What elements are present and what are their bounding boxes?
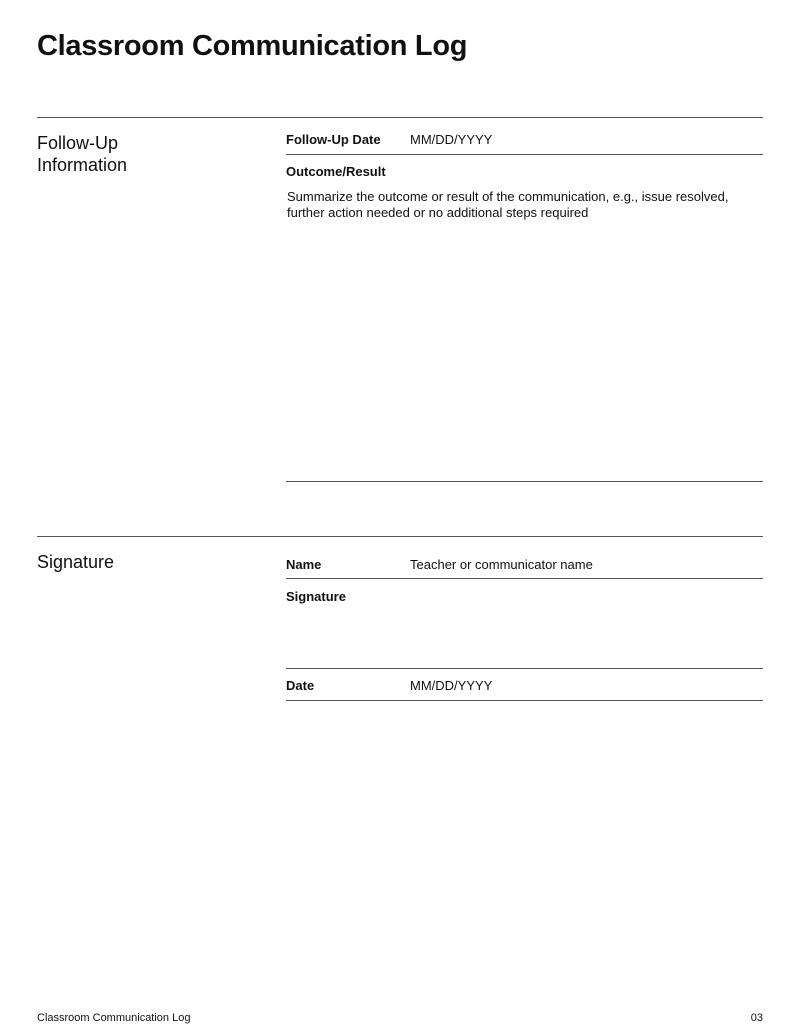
divider [286, 481, 763, 482]
divider [286, 668, 763, 669]
divider [37, 536, 763, 537]
footer-title: Classroom Communication Log [37, 1012, 191, 1024]
section-heading-follow-up: Follow-Up Information [37, 133, 128, 175]
follow-up-date-field[interactable]: MM/DD/YYYY [410, 132, 493, 147]
signature-label: Signature [286, 589, 346, 604]
divider [286, 700, 763, 701]
page-number: 03 [750, 1012, 763, 1024]
name-field[interactable]: Teacher or communicator name [410, 557, 593, 572]
name-label: Name [286, 557, 322, 572]
outcome-field[interactable]: Summarize the outcome or result of the communication, e.g., issue resolved, further action needed or no additional steps required [287, 189, 729, 220]
outcome-label: Outcome/Result [286, 164, 386, 179]
page-title: Classroom Communication Log [37, 30, 468, 62]
signature-field[interactable] [286, 606, 763, 666]
date-label: Date [286, 678, 315, 693]
follow-up-date-label: Follow-Up Date [286, 132, 381, 147]
section-heading-signature: Signature [37, 552, 115, 572]
date-field[interactable]: MM/DD/YYYY [410, 678, 493, 693]
divider [286, 154, 763, 155]
divider [37, 117, 763, 118]
divider [286, 578, 763, 579]
